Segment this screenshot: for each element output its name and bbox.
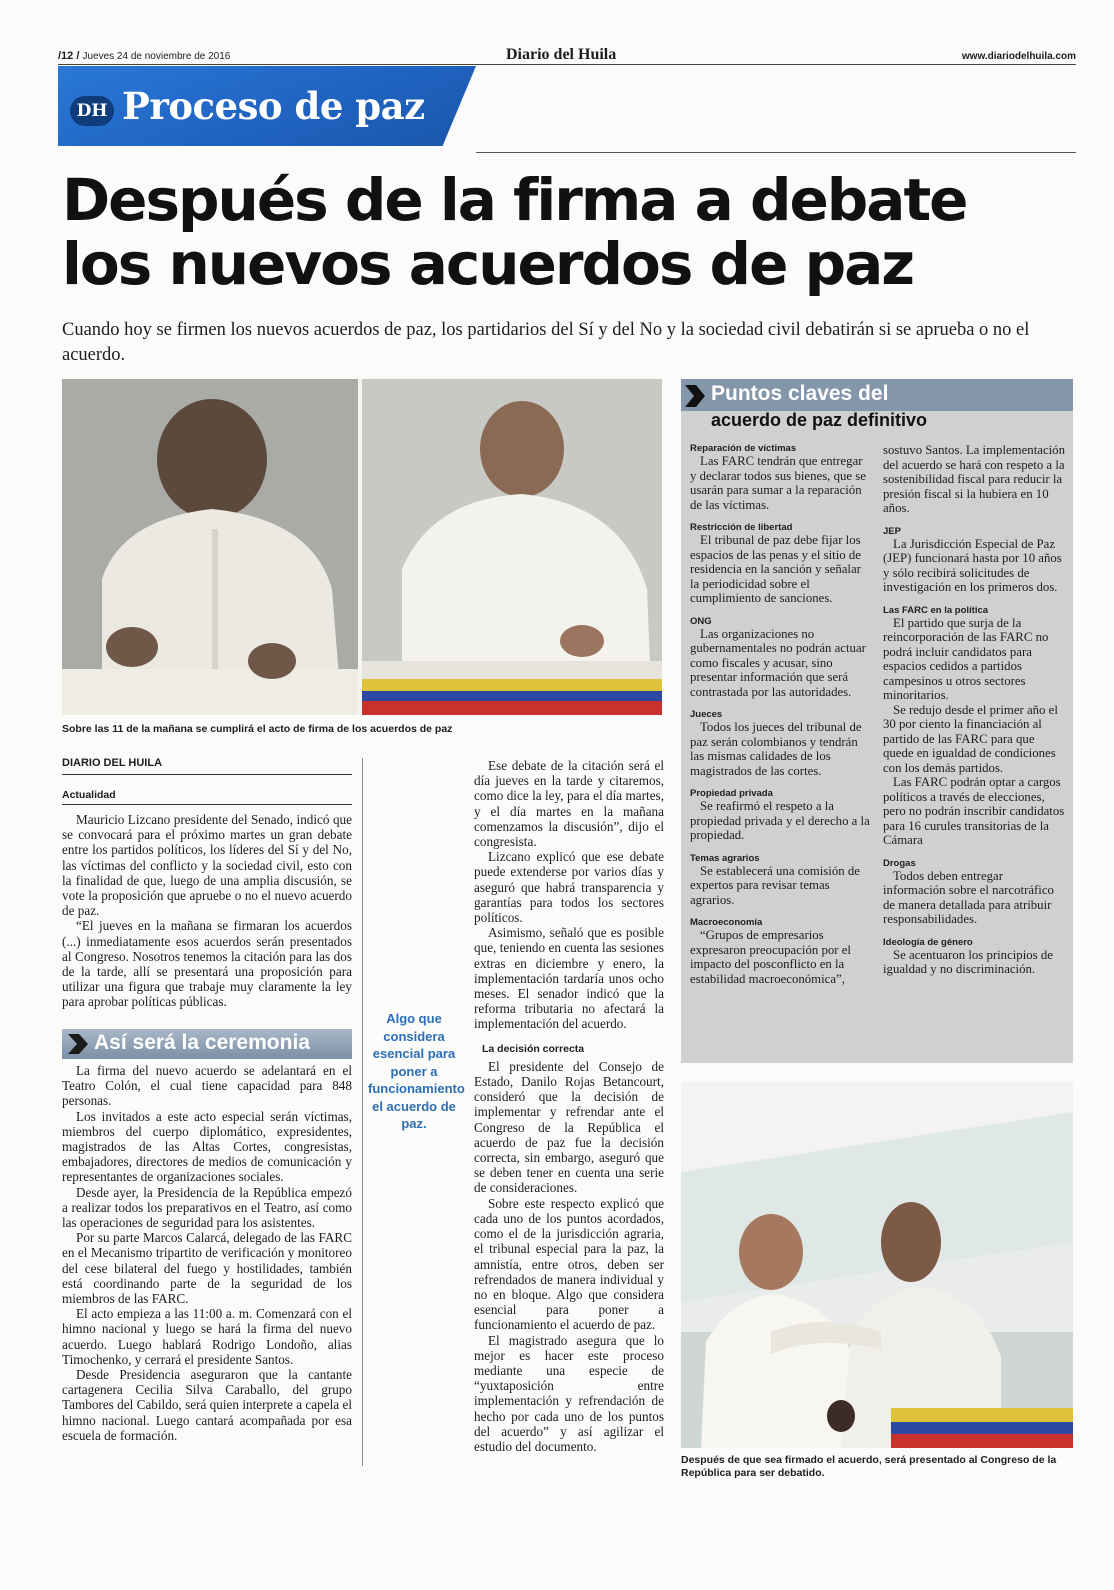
ceremony-title: Así será la ceremonia <box>94 1031 310 1054</box>
paragraph: La firma del nuevo acuerdo se adelantará en el Teatro Colón, el cual tiene capacidad para 848 personas. <box>62 1063 352 1109</box>
key-point-text: La Jurisdicción Especial de Paz (JEP) funcionará hasta por 10 años y sólo recibirá solicitudes de investigación en los primeros dos. <box>883 536 1062 594</box>
tag-rule <box>62 804 352 805</box>
page-number: /12 / Jueves 24 de noviembre de 2016 <box>58 50 231 62</box>
key-point <box>883 605 1065 848</box>
signing-photo <box>62 379 662 715</box>
key-point-text: Se reafirmó el respeto a la propiedad privada y el derecho a la propiedad. <box>690 799 870 842</box>
key-point <box>883 858 1065 927</box>
paragraph: Asimismo, señaló que es posible que, teniendo en cuenta las sesiones extras en diciembre y enero, la implementación tardaría unos ocho meses. El senador indicó que la reforma tributaria no afectará la implementación del acuerdo. <box>474 925 664 1032</box>
column-divider <box>362 758 363 1466</box>
handshake-photo <box>681 1082 1073 1448</box>
handshake-photo-image <box>681 1082 1073 1448</box>
website-url: www.diariodelhuila.com <box>961 51 1076 62</box>
paragraph: El acto empieza a las 11:00 a. m. Comenzará con el himno nacional y luego se hará la firma del nuevo acuerdo. Luego hablará Rodrigo Londoño, alias Timochenko, y cerrará el presidente Santos. <box>62 1306 352 1367</box>
key-point <box>883 443 1065 516</box>
key-point-heading: Drogas <box>883 857 916 869</box>
paragraph: Desde Presidencia aseguraron que la cantante cartagenera Cecilia Silva Caraballo, del grupo Tambores del Cabildo, será quien interprete a capela el himno nacional. Luego cantará acompañada por esa escuela de formación. <box>62 1367 352 1443</box>
paragraph: El presidente del Consejo de Estado, Danilo Rojas Betancourt, consideró que la decisión de implementar y refrendar ante el Congreso de la República el acuerdo de paz fue la decisión correcta, sin embargo, aseguró que se deben tener en cuenta una serie de consideraciones. <box>474 1058 664 1196</box>
page-header <box>58 48 1076 68</box>
key-point <box>690 788 872 843</box>
paragraph: Los invitados a este acto especial serán víctimas, miembros del cuerpo diplomático, expresidentes, magistrados de las Altas Cortes, congresistas, embajadores, directores de medios de comunicación y representantes de organizaciones sociales. <box>62 1108 352 1185</box>
photo-caption: Sobre las 11 de la mañana se cumplirá el acto de firma de los acuerdos de paz <box>62 723 453 735</box>
photo-caption: Después de que sea firmado el acuerdo, será presentado al Congreso de la República para ser debatido. <box>681 1454 1057 1479</box>
key-point-text: Todos los jueces del tribunal de paz serán colombianos y tendrán las mismas calidades de los magistrados de las cortes. <box>690 720 862 778</box>
sidebar-header <box>681 379 1073 433</box>
sidebar-title-line-2: acuerdo de paz definitivo <box>711 410 928 430</box>
key-point-heading: Jueces <box>690 709 723 720</box>
ceremony-header <box>62 1029 352 1059</box>
key-point <box>690 709 872 778</box>
issue-date: Jueves 24 de noviembre de 2016 <box>82 51 231 62</box>
paragraph: Lizcano explicó que ese debate puede extenderse por varios días y aseguró que habrá transparencia y garantías para todos los sectores políticos. <box>474 849 664 926</box>
key-point <box>883 937 1065 977</box>
article-column-2 <box>474 758 664 1454</box>
byline-rule <box>62 774 352 775</box>
key-point-text: Se establecerá una comisión de expertos para revisar temas agrarios. <box>690 863 860 907</box>
ceremony-text <box>62 1063 352 1443</box>
key-point-text: El tribunal de paz debe fijar los espacios de las penas y el sitio de residencia en la sanción y señalar la periodicidad sobre el cumplimiento de sanciones. <box>690 533 861 605</box>
dh-logo: DH <box>70 96 114 126</box>
key-point-heading: Las FARC en la política <box>883 604 989 616</box>
section-tag: Actualidad <box>62 789 116 801</box>
key-point-heading: Macroeconomía <box>690 917 763 928</box>
key-point-heading: Ideología de género <box>883 936 973 948</box>
banner-rule <box>476 152 1076 153</box>
header-rule <box>58 64 1076 65</box>
sidebar-column-right <box>883 443 1065 987</box>
paragraph: Ese debate de la citación será el día jueves en la tarde y citaremos, como dice la ley, para el día martes, y el día martes en la mañana comenzamos la discusión”, dijo el congresista. <box>474 758 664 850</box>
key-point <box>690 853 872 908</box>
paragraph: Desde ayer, la Presidencia de la República empezó a realizar todos los preparativos en el Teatro, así como las operaciones de seguridad para los asistentes. <box>62 1184 352 1231</box>
chevron-right-icon <box>68 1034 88 1054</box>
article-column-1 <box>62 812 352 1010</box>
paragraph: El magistrado asegura que lo mejor es hacer este proceso mediante una especie de “yuxtaposición entre implementación y refrendación de hecho por cada uno de los puntos del acuerdo” y así agilizar el estudio del documento. <box>474 1332 664 1454</box>
key-point-heading: Reparación de víctimas <box>690 443 797 454</box>
key-point-text: Las FARC podrán optar a cargos políticos a través de elecciones, pero no podrán inscribir candidatos para 16 curules transitorias de la Cámara <box>883 775 1065 847</box>
key-point <box>690 616 872 700</box>
key-point-heading: Propiedad privada <box>690 788 773 799</box>
key-point <box>690 917 872 986</box>
key-point-text: Todos deben entregar información sobre el narcotráfico de manera detallada para atribuir responsabilidades. <box>883 868 1054 926</box>
key-point-text: Se acentuaron los principios de igualdad y no discriminación. <box>883 947 1053 976</box>
paragraph: Por su parte Marcos Calarcá, delegado de las FARC en el Mecanismo tripartito de verificación y monitoreo del cese bilateral del fuego y hostilidades, también está coordinando parte de la seguridad de los miembros de las FARC. <box>62 1230 352 1307</box>
key-point-text: “Grupos de empresarios expresaron preocupación por el impacto del posconflicto en la estabilidad macroeconómica”, <box>690 928 851 986</box>
paragraph: “El jueves en la mañana se firmaran los acuerdos (...) inmediatamente esos acuerdos serán presentados al Congreso. Nosotros tenemos la citación para las dos de la tarde, allí se presentará una proposición para utilizar una figura que trabaje muy claramente la ley para aprobar políticas públicas. <box>62 918 352 1010</box>
key-point-heading: ONG <box>690 615 712 627</box>
key-point-text: sostuvo Santos. La implementación del acuerdo se hará con respeto a la sostenibilidad fiscal para reducir la presión fiscal si la hubiera en 10 años. <box>883 443 1065 515</box>
sidebar-column-left <box>690 443 872 996</box>
headline: Después de la firma a debate los nuevos acuerdos de paz <box>62 166 967 298</box>
key-point-heading: JEP <box>883 525 901 537</box>
key-point-text: El partido que surja de la reincorporación de las FARC no podrá incluir candidatos para espacios cedidos a partidos campesinos u otros sectores minoritarios. <box>883 615 1049 702</box>
masthead: Diario del Huila <box>506 46 617 63</box>
paragraph: Mauricio Lizcano presidente del Senado, indicó que se convocará para el próximo martes un gran debate entre los partidos políticos, los líderes del Sí y del No, las víctimas del conflicto y la sociedad civil, esto con la finalidad de que, luego de una amplia discusión, se vote la proposición que apruebe o no el nuevo acuerdo de paz. <box>62 812 352 919</box>
pull-quote: Algo que considera esencial para poner a funcionamiento el acuerdo de paz. <box>368 1011 465 1131</box>
sidebar-title-line-1: Puntos claves del <box>711 382 889 405</box>
key-point-text: Las FARC tendrán que entregar y declarar todos sus bienes, que se usarán para sumar a la reparación de las víctimas. <box>690 454 866 512</box>
paragraph: Sobre este respecto explicó que cada uno de los puntos acordados, como el de la jurisdicción agraria, el tribunal especial para la paz, la amnistía, entre otros, deben ser refrendados de manera individual y no en bloque. Algo que considera esencial para poner a funcionamiento el acuerdo de paz. <box>474 1195 664 1333</box>
key-point <box>883 526 1065 595</box>
subheading: La decisión correcta <box>482 1042 585 1055</box>
key-point <box>690 522 872 606</box>
byline: DIARIO DEL HUILA <box>62 757 163 769</box>
key-point-text: Se redujo desde el primer año el 30 por ciento la financiación al partido de las FARC para que quede en igualdad de condiciones con los demás partidos. <box>883 702 1058 775</box>
signing-photo-image <box>62 379 662 715</box>
key-point <box>690 443 872 512</box>
key-point-text: Las organizaciones no gubernamentales no podrán actuar como fiscales y acusar, sino presentar información que será contrastada por las autoridades. <box>690 626 866 699</box>
section-title: Proceso de paz <box>122 84 425 128</box>
key-point-heading: Restricción de libertad <box>690 522 793 533</box>
lede: Cuando hoy se firmen los nuevos acuerdos de paz, los partidarios del Sí y del No y la sociedad civil debatirán si se aprueba o no el acuerdo. <box>62 320 1030 365</box>
key-point-heading: Temas agrarios <box>690 852 760 864</box>
